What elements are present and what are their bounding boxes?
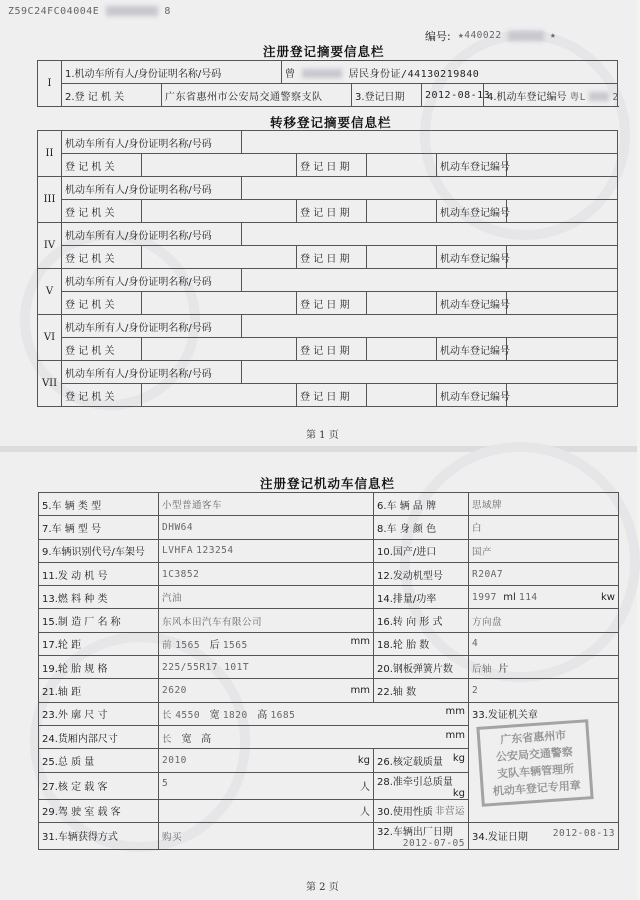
field-value-2 (469, 632, 619, 655)
serial-value: ★440022 ★ (458, 30, 557, 41)
field-value-2 (469, 656, 619, 679)
transfer-office-label: 登 记 机 关 (62, 384, 142, 407)
value-text: 东风本田汽车有限公司 (162, 616, 263, 628)
value-sep-1: 宽 (209, 710, 220, 722)
field-value (159, 679, 374, 702)
value-text: 非营运 (434, 806, 465, 818)
field-value-2 (469, 493, 619, 516)
stamp-text-line: 机动车登记专用章 (492, 778, 582, 798)
reg-no-label: 4.机动车登记编号 (487, 91, 567, 103)
value-unit: 片 (498, 663, 509, 675)
transfer-office-label: 登 记 机 关 (62, 292, 142, 315)
value-text: 1C3852 (162, 568, 200, 580)
value-sep-1: 宽 (181, 733, 192, 745)
transfer-office-label: 登 记 机 关 (62, 246, 142, 269)
transfer-owner-value (242, 131, 618, 154)
field-label: 24.货厢内部尺寸 (39, 725, 159, 748)
office-value: 广东省惠州市公安局交通警察支队 (162, 84, 352, 107)
field-label: 25.总 质 量 (39, 749, 159, 772)
transfer-date-value (367, 154, 437, 177)
value-text: 后轴 (472, 663, 493, 675)
issue-date-cell (469, 822, 619, 849)
summary-table (37, 60, 618, 107)
transfer-row (38, 338, 618, 361)
vehicle-row (39, 562, 619, 585)
value-text: 小型普通客车 (162, 500, 223, 512)
stamp-text-line: 广东省惠州市 (499, 728, 567, 747)
field-label-2: 14.排量/功率 (374, 586, 469, 609)
issue-date-label: 34.发证日期 (472, 832, 528, 844)
owner-value: 曾 居民身份证/44130219840 (282, 61, 618, 84)
value-text-extra: 123254 (196, 545, 234, 557)
transfer-office-value (142, 292, 297, 315)
value-unit: mm (350, 685, 370, 697)
issue-date-value: 2012-08-13 (552, 828, 615, 840)
transfer-row (38, 200, 618, 223)
transfer-reg-no-value (507, 338, 618, 361)
value-text: 长 (162, 733, 173, 745)
page-number-2: 第 2 页 (306, 882, 339, 893)
field-label-2: 6.车 辆 品 牌 (374, 493, 469, 516)
field-label-2: 18.轮 胎 数 (374, 632, 469, 655)
value-text: R20A7 (472, 568, 504, 580)
value-text: 国产 (472, 546, 493, 558)
field-label: 19.轮 胎 规 格 (39, 656, 159, 679)
field-label-2 (374, 749, 469, 772)
value-unit: kg (452, 752, 465, 764)
transfer-date-label: 登 记 日 期 (297, 384, 367, 407)
vehicle-info-title: 注册登记机动车信息栏 (260, 476, 396, 491)
field-label-2 (374, 772, 469, 799)
transfer-owner-value (242, 269, 618, 292)
value-unit: mm (350, 636, 370, 648)
field-label: 17.轮 距 (39, 632, 159, 655)
vehicle-info-table (38, 492, 619, 850)
transfer-date-value (367, 292, 437, 315)
field-value (159, 725, 469, 748)
vehicle-row (39, 539, 619, 562)
field-label-2-text: 30.使用性质 (377, 807, 433, 819)
field-value (159, 493, 374, 516)
transfer-row (38, 131, 618, 154)
field-label-2-text: 32.车辆出厂日期 (377, 826, 453, 838)
transfer-reg-no-value (507, 200, 618, 223)
transfer-owner-label: 机动车所有人/身份证明名称/号码 (62, 315, 242, 338)
transfer-row (38, 177, 618, 200)
transfer-office-label: 登 记 机 关 (62, 338, 142, 361)
transfer-row (38, 384, 618, 407)
value-num-1: 4550 (175, 710, 201, 722)
transfer-owner-value (242, 315, 618, 338)
transfer-date-label: 登 记 日 期 (297, 246, 367, 269)
stamp-text-line: 支队车辆管理所 (496, 761, 575, 781)
field-label-2-text: 28.准牵引总质量 (377, 776, 453, 788)
transfer-row (38, 269, 618, 292)
transfer-roman: III (38, 177, 62, 223)
transfer-reg-no-label: 机动车登记编号 (437, 246, 507, 269)
transfer-roman: VI (38, 315, 62, 361)
field-label: 13.燃 料 种 类 (39, 586, 159, 609)
transfer-table (37, 130, 618, 407)
transfer-owner-value (242, 177, 618, 200)
top-serial: Z59C24FC04004E 8 (8, 6, 171, 17)
value-text: DHW64 (162, 521, 194, 533)
value-unit-2: kw (601, 591, 615, 603)
transfer-owner-label: 机动车所有人/身份证明名称/号码 (62, 361, 242, 384)
page-1 (0, 0, 637, 448)
field-label: 29.驾 驶 室 载 客 (39, 799, 159, 822)
value-sep-2: 高 (257, 710, 268, 722)
section-roman: I (38, 61, 62, 107)
transfer-office-value (142, 338, 297, 361)
transfer-owner-label: 机动车所有人/身份证明名称/号码 (62, 177, 242, 200)
value-text: 2 (472, 685, 479, 697)
field-value (159, 562, 374, 585)
vehicle-row (39, 632, 619, 655)
field-label: 21.轴 距 (39, 679, 159, 702)
value-text: 2010 (162, 754, 187, 766)
field-value (159, 702, 469, 725)
vehicle-row (39, 679, 619, 702)
transfer-title: 转移登记摘要信息栏 (270, 115, 392, 130)
value-unit: kg (357, 754, 370, 766)
owner-label: 1.机动车所有人/身份证明名称/号码 (62, 61, 282, 84)
transfer-reg-no-value (507, 246, 618, 269)
transfer-date-label: 登 记 日 期 (297, 338, 367, 361)
transfer-roman: VII (38, 361, 62, 407)
value-unit: mm (445, 729, 465, 741)
field-label: 11.发 动 机 号 (39, 562, 159, 585)
field-value (159, 772, 374, 799)
value-text: 2012-07-05 (402, 837, 465, 849)
transfer-date-label: 登 记 日 期 (297, 292, 367, 315)
transfer-row (38, 246, 618, 269)
field-label: 31.车辆获得方式 (39, 822, 159, 849)
field-label-2 (374, 822, 469, 849)
transfer-row (38, 315, 618, 338)
field-value-2 (469, 586, 619, 609)
value-text: 长 (162, 710, 173, 722)
value-text: 1997 (472, 591, 497, 603)
value-unit: 人 (360, 807, 370, 819)
transfer-row (38, 361, 618, 384)
value-num-2: 1820 (222, 710, 248, 722)
value-sep-1: 后 (209, 640, 220, 652)
vehicle-row (39, 609, 619, 632)
transfer-office-value (142, 200, 297, 223)
field-label-2 (374, 799, 469, 822)
stamp-text-line: 公安局交通警察 (495, 745, 574, 764)
stamp-cell (469, 702, 619, 822)
value-num-1: 1565 (175, 640, 201, 652)
value-num-3: 1685 (270, 710, 296, 722)
serial-label: 编号: (425, 30, 451, 43)
value-text: 4 (472, 638, 479, 650)
vehicle-row (39, 586, 619, 609)
transfer-reg-no-label: 机动车登记编号 (437, 338, 507, 361)
field-value-2 (469, 539, 619, 562)
field-value (159, 656, 374, 679)
field-label-2: 12.发动机型号 (374, 562, 469, 585)
field-value-2 (469, 609, 619, 632)
value-text: 白 (472, 523, 483, 535)
transfer-roman: V (38, 269, 62, 315)
summary-title: 注册登记摘要信息栏 (263, 44, 385, 59)
field-label-2: 16.转 向 形 式 (374, 609, 469, 632)
field-value (159, 822, 374, 849)
transfer-row (38, 223, 618, 246)
value-num-2: 1565 (222, 640, 248, 652)
transfer-reg-no-value (507, 154, 618, 177)
field-label: 15.制 造 厂 名 称 (39, 609, 159, 632)
transfer-date-label: 登 记 日 期 (297, 200, 367, 223)
transfer-owner-value (242, 361, 618, 384)
transfer-reg-no-label: 机动车登记编号 (437, 384, 507, 407)
field-value (159, 586, 374, 609)
field-label-2-text: 26.核定载质量 (377, 756, 443, 768)
transfer-date-value (367, 246, 437, 269)
field-value-2 (469, 562, 619, 585)
vehicle-row (39, 516, 619, 539)
vehicle-row (39, 656, 619, 679)
transfer-owner-label: 机动车所有人/身份证明名称/号码 (62, 223, 242, 246)
value-text: 思域牌 (472, 500, 503, 512)
field-label: 27.核 定 载 客 (39, 772, 159, 799)
transfer-reg-no-label: 机动车登记编号 (437, 154, 507, 177)
transfer-office-label: 登 记 机 关 (62, 154, 142, 177)
field-value (159, 539, 374, 562)
transfer-office-value (142, 384, 297, 407)
reg-no-tail: 2 (612, 91, 619, 103)
field-label-2: 10.国产/进口 (374, 539, 469, 562)
transfer-date-value (367, 338, 437, 361)
value-sep-2: 高 (201, 733, 212, 745)
field-label: 7.车 辆 型 号 (39, 516, 159, 539)
field-value-2 (469, 516, 619, 539)
vehicle-row (39, 493, 619, 516)
transfer-roman: II (38, 131, 62, 177)
transfer-reg-no-value (507, 292, 618, 315)
value-text: 前 (162, 640, 173, 652)
field-label-2: 8.车 身 颜 色 (374, 516, 469, 539)
value-text: 方向盘 (472, 616, 503, 628)
field-label: 23.外 廓 尺 寸 (39, 702, 159, 725)
transfer-date-label: 登 记 日 期 (297, 154, 367, 177)
page-2 (0, 452, 637, 900)
transfer-owner-label: 机动车所有人/身份证明名称/号码 (62, 269, 242, 292)
issuer-stamp (476, 719, 593, 807)
value-text: LVHFA (162, 545, 194, 557)
value-unit: 人 (360, 782, 370, 794)
date-label: 3.登记日期 (352, 84, 422, 107)
reg-no-cell (484, 84, 618, 107)
value-text: 5 (162, 778, 169, 790)
field-value (159, 749, 374, 772)
date-value: 2012-08-13 (422, 84, 484, 107)
office-label: 2.登 记 机 关 (62, 84, 162, 107)
field-label: 5.车 辆 类 型 (39, 493, 159, 516)
transfer-office-label: 登 记 机 关 (62, 200, 142, 223)
transfer-date-value (367, 384, 437, 407)
value-text: 汽油 (162, 593, 183, 605)
value-text: 2620 (162, 685, 187, 697)
field-value (159, 516, 374, 539)
stamp-label: 33.发证机关章 (472, 709, 538, 721)
transfer-owner-value (242, 223, 618, 246)
field-value-2 (469, 679, 619, 702)
page-number-1: 第 1 页 (306, 430, 339, 441)
field-label: 9.车辆识别代号/车架号 (39, 539, 159, 562)
transfer-roman: IV (38, 223, 62, 269)
transfer-office-value (142, 154, 297, 177)
transfer-date-value (367, 200, 437, 223)
field-value (159, 632, 374, 655)
value-unit: kg (452, 787, 465, 799)
field-label-2: 22.轴 数 (374, 679, 469, 702)
value-num: 114 (518, 591, 538, 603)
value-text: 225/55R17 101T (162, 661, 250, 673)
field-label-2: 20.钢板弹簧片数 (374, 656, 469, 679)
transfer-reg-no-label: 机动车登记编号 (437, 200, 507, 223)
transfer-reg-no-label: 机动车登记编号 (437, 292, 507, 315)
value-unit: mm (445, 706, 465, 718)
transfer-reg-no-value (507, 384, 618, 407)
field-value (159, 609, 374, 632)
vehicle-row (39, 822, 619, 849)
reg-no-value: 粤L (569, 91, 586, 103)
transfer-row (38, 154, 618, 177)
field-value (159, 799, 374, 822)
transfer-row (38, 292, 618, 315)
vehicle-row (39, 702, 619, 725)
transfer-owner-label: 机动车所有人/身份证明名称/号码 (62, 131, 242, 154)
value-unit: ml (503, 591, 516, 603)
transfer-office-value (142, 246, 297, 269)
value-text: 购买 (162, 831, 183, 843)
